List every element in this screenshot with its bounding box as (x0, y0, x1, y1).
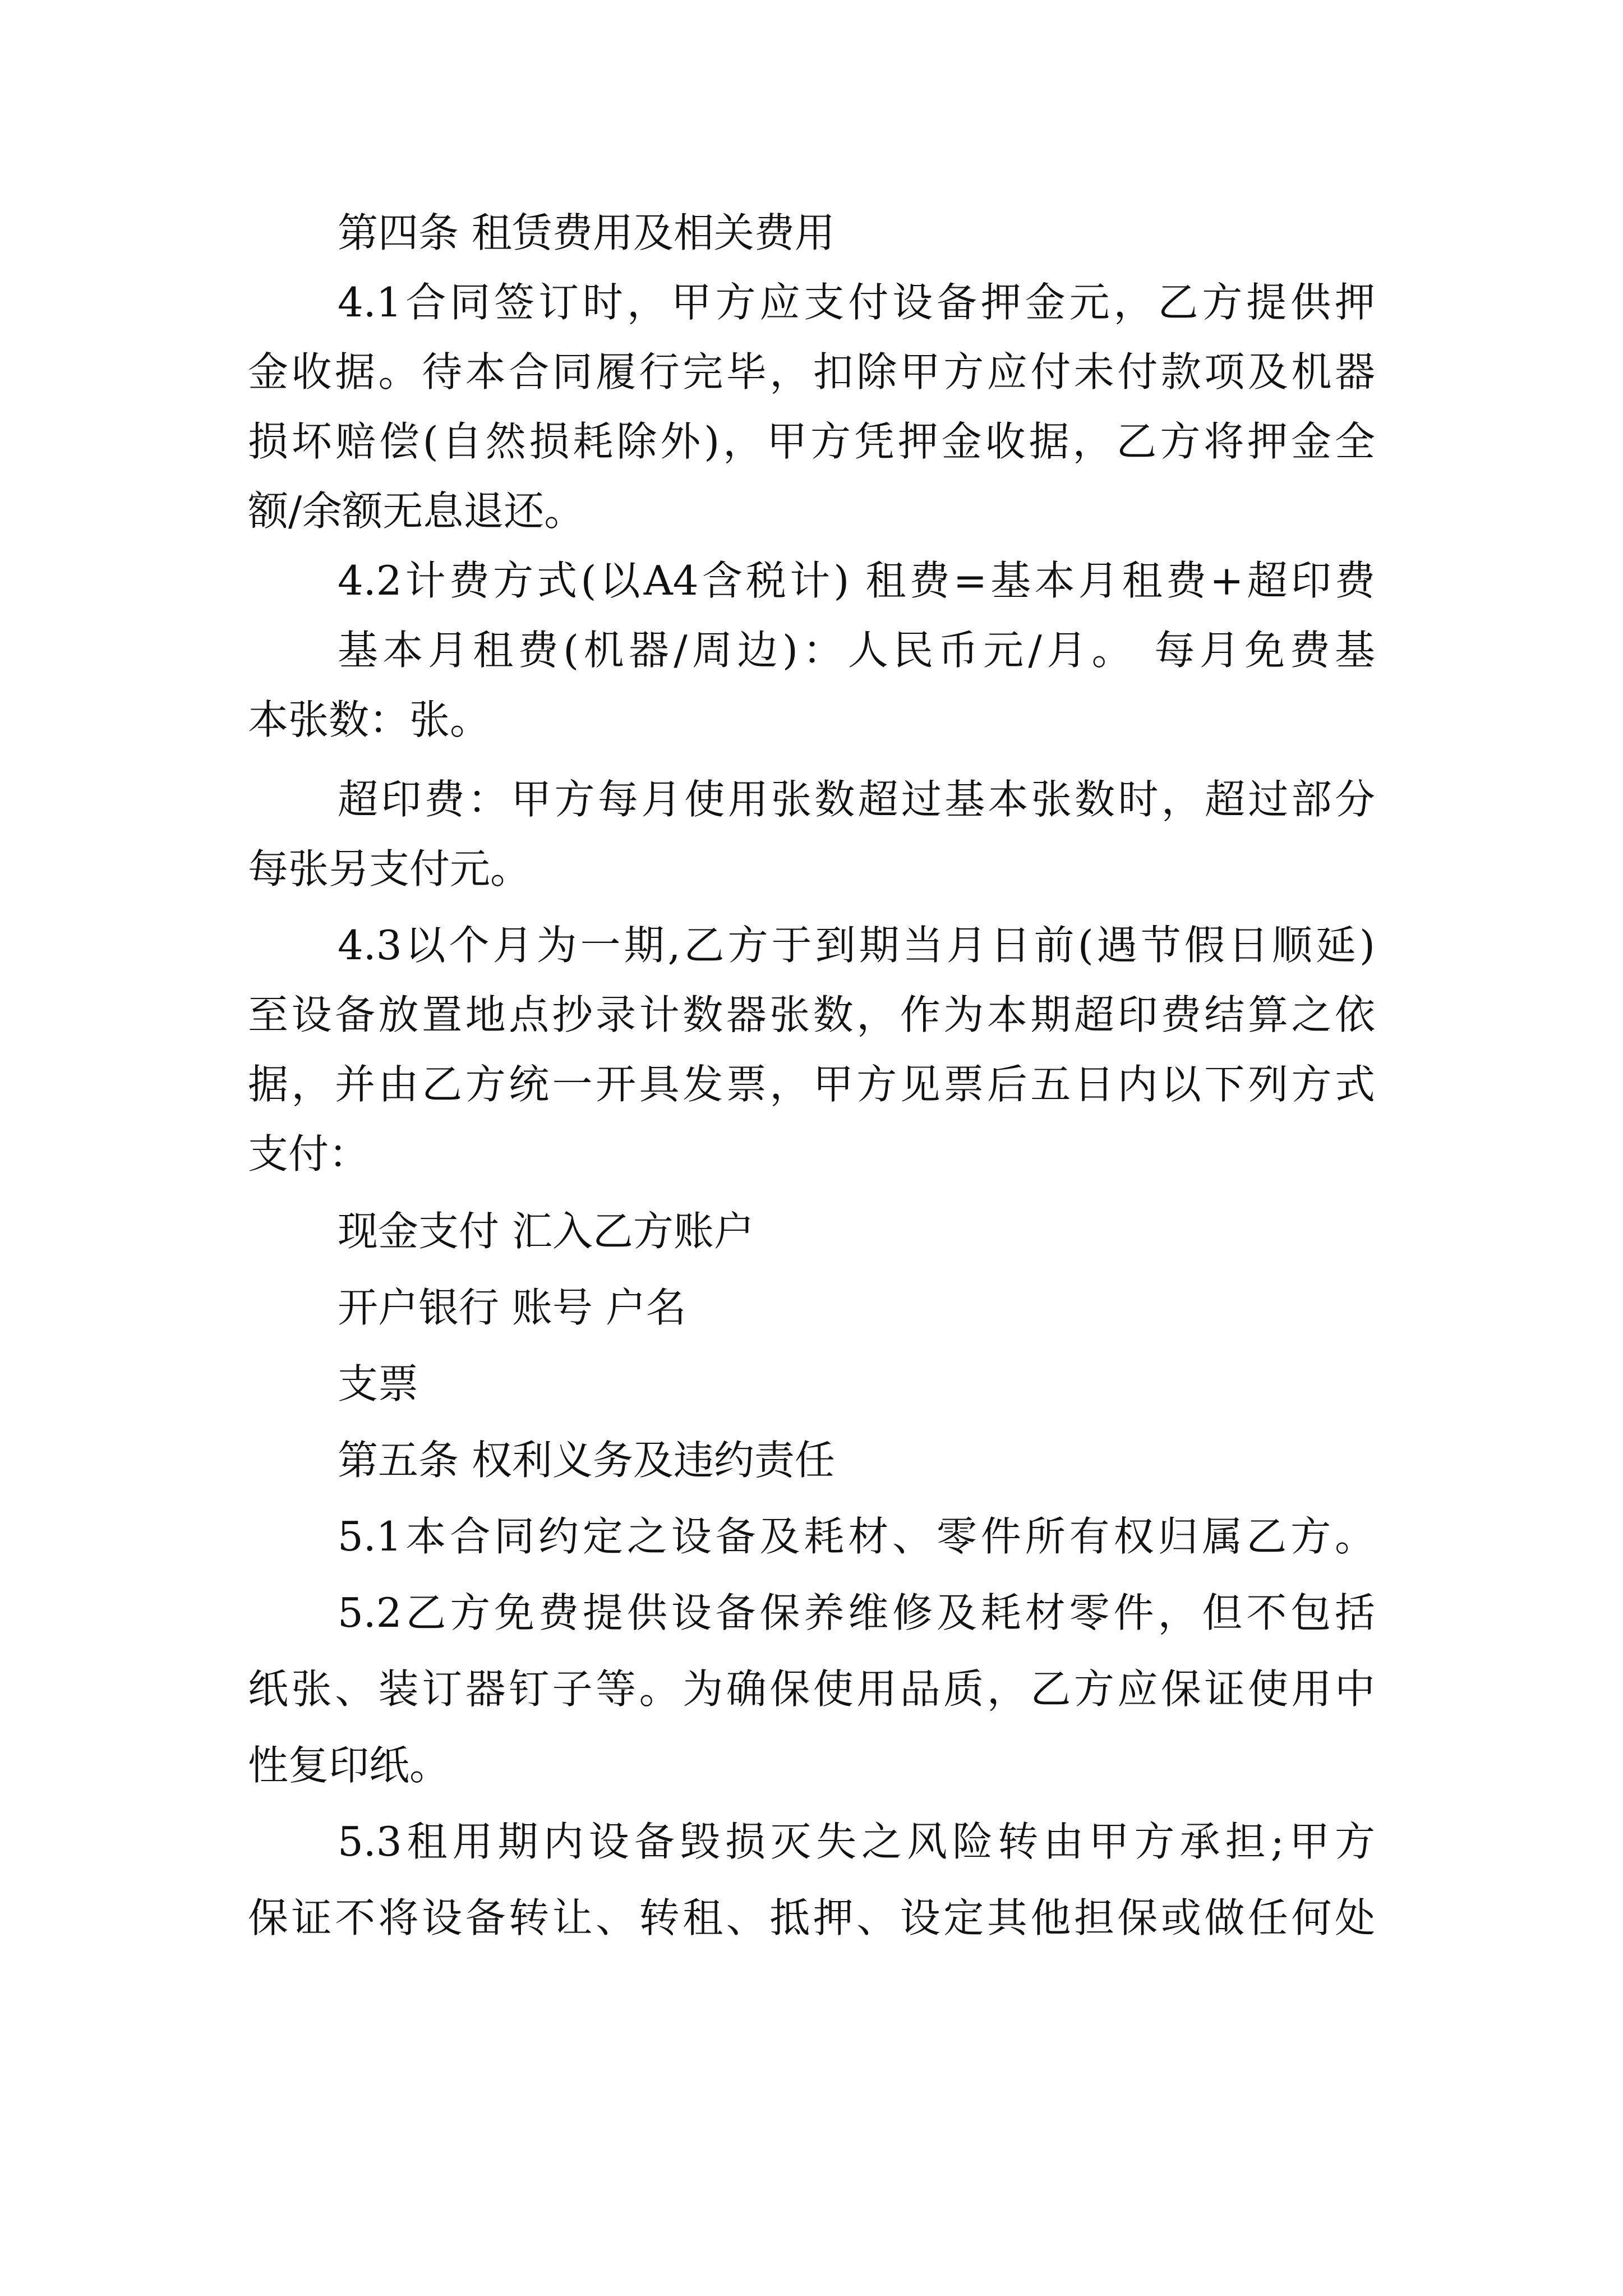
clause-5-2-line-3: 性复印纸。 (248, 1742, 450, 1789)
overprint-fee-line-1: 超印费：甲方每月使用张数超过基本张数时，超过部分 (338, 776, 1375, 823)
clause-5-1: 5.1本合同约定之设备及耗材、零件所有权归属乙方。 (338, 1513, 1375, 1560)
clause-4-2-line-3: 本张数：张。 (248, 696, 491, 743)
article-4-heading: 第四条 租赁费用及相关费用 (338, 209, 835, 256)
clause-4-2-line-2: 基本月租费(机器/周边)：人民币元/月。 每月免费基 (338, 627, 1375, 674)
clause-4-1-line-2: 金收据。待本合同履行完毕，扣除甲方应付未付款项及机器 (248, 348, 1375, 395)
clause-4-1-line-1: 4.1合同签订时，甲方应支付设备押金元，乙方提供押 (338, 279, 1375, 326)
clause-5-2-line-1: 5.2乙方免费提供设备保养维修及耗材零件，但不包括 (338, 1589, 1375, 1636)
payment-option-cash: 现金支付 汇入乙方账户 (338, 1208, 754, 1255)
clause-4-3-line-1: 4.3以个月为一期,乙方于到期当月日前(遇节假日顺延) (338, 922, 1375, 969)
clause-5-2-line-2: 纸张、装订器钉子等。为确保使用品质，乙方应保证使用中 (248, 1665, 1375, 1713)
clause-5-3-line-2: 保证不将设备转让、转租、抵押、设定其他担保或做任何处 (248, 1894, 1375, 1941)
clause-4-1-line-4: 额/余额无息退还。 (248, 487, 585, 535)
clause-5-3-line-1: 5.3租用期内设备毁损灭失之风险转由甲方承担;甲方 (338, 1818, 1375, 1865)
clause-4-3-line-3: 据，并由乙方统一开具发票，甲方见票后五日内以下列方式 (248, 1061, 1375, 1108)
clause-4-3-line-2: 至设备放置地点抄录计数器张数，作为本期超印费结算之依 (248, 991, 1375, 1038)
article-5-heading: 第五条 权利义务及违约责任 (338, 1437, 835, 1484)
clause-4-1-line-3: 损坏赔偿(自然损耗除外)，甲方凭押金收据，乙方将押金全 (248, 418, 1375, 465)
payment-option-check: 支票 (338, 1360, 419, 1407)
payment-bank-details: 开户银行 账号 户名 (338, 1284, 686, 1331)
overprint-fee-line-2: 每张另支付元。 (248, 845, 531, 892)
clause-4-2-line-1: 4.2计费方式(以A4含税计) 租费=基本月租费+超印费 (338, 557, 1375, 604)
clause-4-3-line-4: 支付： (248, 1130, 370, 1177)
